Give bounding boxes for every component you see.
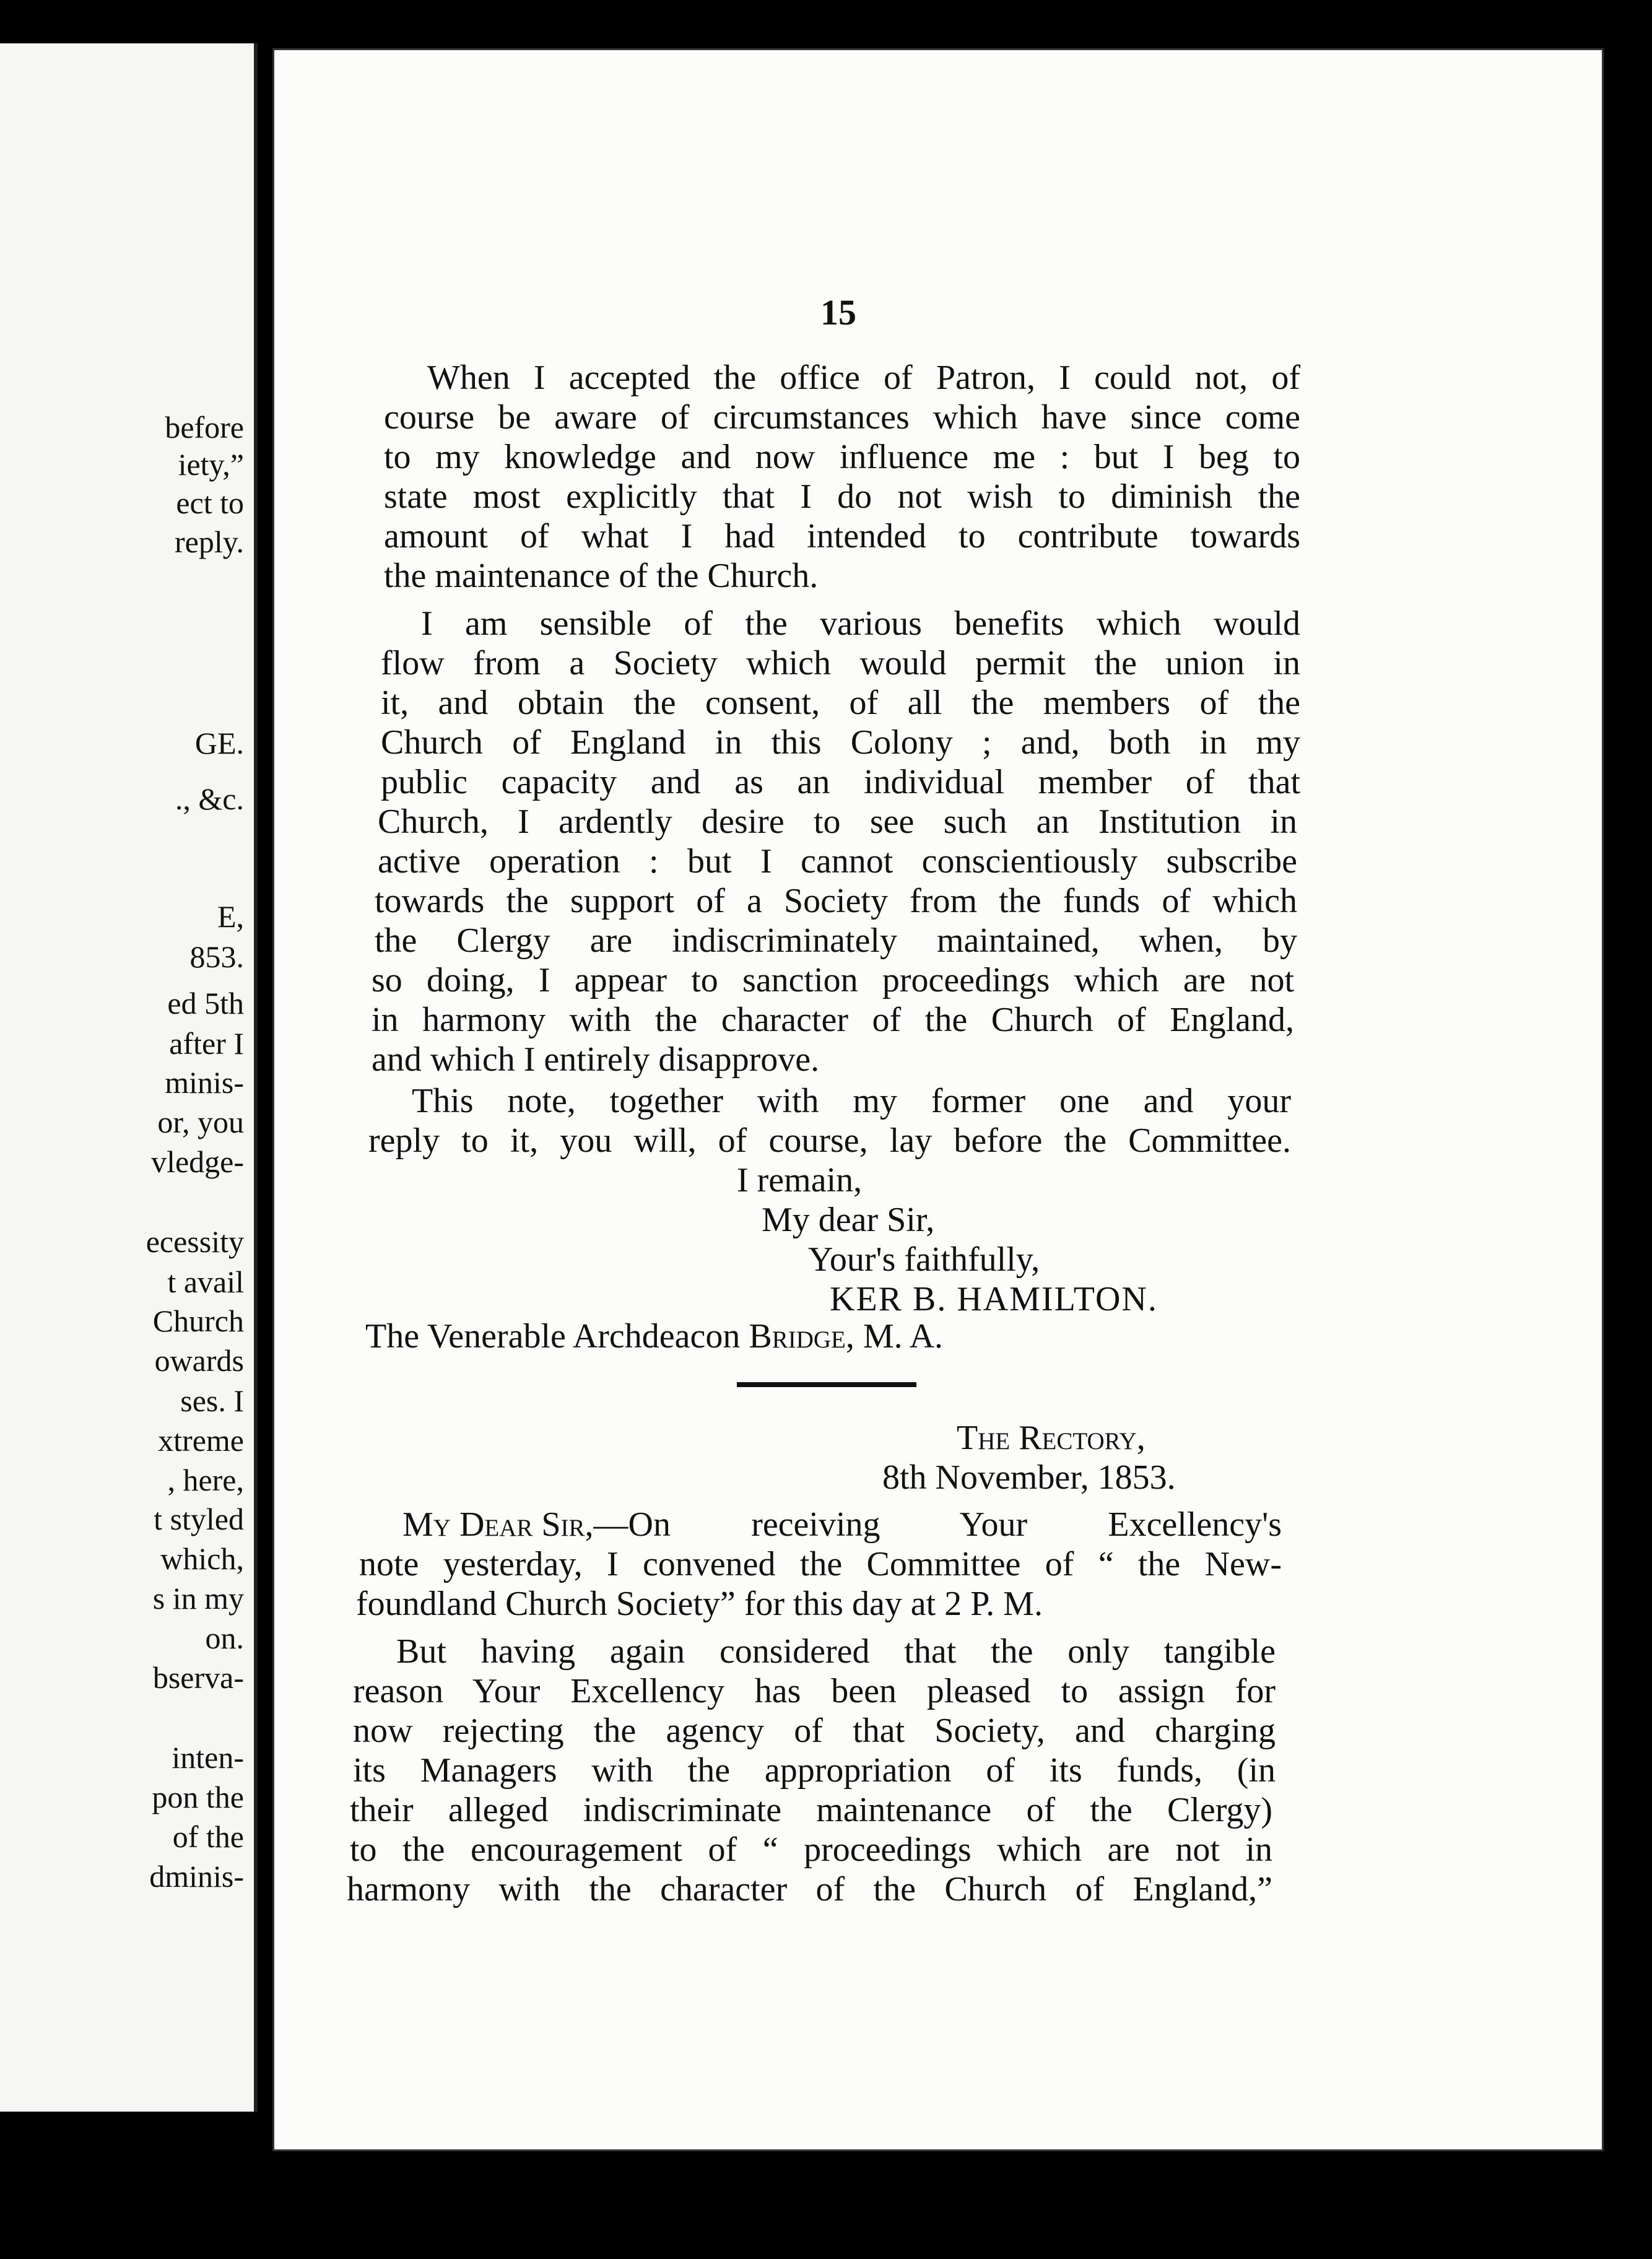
letter1-line: it, and obtain the consent, of all the members of the xyxy=(381,684,1300,722)
left-page-line: vledge- xyxy=(151,1144,244,1179)
letter2-line: its Managers with the appropriation of its funds, (in xyxy=(353,1751,1276,1790)
addressee-prefix: The Venerable Archdeacon xyxy=(365,1317,749,1356)
left-page-line: ses. I xyxy=(180,1383,244,1418)
letter1-line: public capacity and as an individual member of that xyxy=(381,763,1300,801)
letter2-line: —On receiving Your Excellency's xyxy=(593,1505,1282,1544)
left-page-line: , here, xyxy=(167,1463,244,1497)
left-page-line: which, xyxy=(160,1541,244,1576)
letter1-line: reply to it, you will, of course, lay before the Committee. xyxy=(368,1121,1291,1160)
left-page-line: before xyxy=(165,410,244,445)
letter1-line: to my knowledge and now influence me : but I beg to xyxy=(384,438,1300,476)
letter1-line: towards the support of a Society from the funds of which xyxy=(375,882,1297,920)
left-page-line: ect to xyxy=(176,485,244,520)
letter1-line: amount of what I had intended to contribute towards xyxy=(384,517,1300,555)
left-page-text xyxy=(0,43,248,2112)
left-page-line: ecessity xyxy=(146,1224,244,1259)
letter1-line: the maintenance of the Church. xyxy=(384,557,819,595)
addressee xyxy=(365,1317,943,1356)
letter2-line: foundland Church Society” for this day at 2 P. M. xyxy=(356,1585,1043,1623)
letter1-line: so doing, I appear to sanction proceedings which are not xyxy=(372,961,1294,999)
left-page-line: after I xyxy=(169,1026,244,1061)
left-page-line: GE. xyxy=(194,726,244,760)
letter1-line: the Clergy are indiscriminately maintained, when, by xyxy=(375,921,1297,960)
left-page-line: iety,” xyxy=(178,447,244,482)
letter1-line: course be aware of circumstances which have since come xyxy=(384,398,1300,437)
letter2-greeting: My Dear Sir, xyxy=(402,1505,594,1544)
left-page-line: xtreme xyxy=(158,1423,244,1458)
left-page-line: t avail xyxy=(167,1264,244,1299)
closing-remain: I remain, xyxy=(737,1161,863,1199)
left-page-line: on. xyxy=(205,1621,244,1655)
left-page-line: s in my xyxy=(152,1581,244,1616)
left-page-line: ., &c. xyxy=(175,781,244,816)
page-number: 15 xyxy=(820,292,856,333)
addressee-suffix: , M. A. xyxy=(845,1317,944,1356)
left-page-line: pon the xyxy=(152,1780,244,1814)
section-divider xyxy=(737,1382,916,1387)
letter2-line: their alleged indiscriminate maintenance of the Clergy) xyxy=(350,1791,1272,1829)
left-page-line: or, you xyxy=(157,1105,244,1139)
letter2-line: But having again considered that the only tangible xyxy=(396,1632,1276,1671)
letter1-line: This note, together with my former one and your xyxy=(412,1082,1291,1120)
closing-salutation: My dear Sir, xyxy=(762,1201,935,1239)
addressee-name: Bridge xyxy=(749,1317,846,1356)
left-page-line: inten- xyxy=(172,1740,244,1775)
letter1-line: I am sensible of the various benefits which would xyxy=(421,604,1300,643)
left-page-line: reply. xyxy=(175,524,244,559)
closing-valediction: Your's faithfully, xyxy=(808,1240,1040,1279)
left-page-line: of the xyxy=(172,1819,244,1854)
left-page-line: dminis- xyxy=(149,1859,244,1894)
letter1-line: in harmony with the character of the Church of England, xyxy=(372,1001,1294,1039)
letter1-line: Church of England in this Colony ; and, both in my xyxy=(381,723,1300,762)
letter2-line: harmony with the character of the Church of England,” xyxy=(347,1870,1272,1909)
left-page-line: owards xyxy=(154,1343,244,1378)
letter2-place: The Rectory, xyxy=(957,1419,1146,1457)
left-page-line: ed 5th xyxy=(167,986,244,1021)
letter1-line: When I accepted the office of Patron, I could not, of xyxy=(427,359,1300,397)
letter1-line: and which I entirely disapprove. xyxy=(372,1040,820,1079)
left-page-line: t styled xyxy=(154,1502,244,1536)
left-page-line: minis- xyxy=(165,1065,244,1100)
signature: KER B. HAMILTON. xyxy=(830,1280,1158,1318)
left-page-line: E, xyxy=(217,899,244,934)
letter2-line: now rejecting the agency of that Society, and charging xyxy=(353,1712,1276,1750)
left-facing-page xyxy=(0,43,258,2112)
letter2-line: to the encouragement of “ proceedings which are not in xyxy=(350,1830,1272,1869)
letter2-first-line xyxy=(402,1505,1282,1544)
left-page-line: bserva- xyxy=(152,1660,244,1695)
letter1-line: Church, I ardently desire to see such an Institution in xyxy=(378,803,1297,841)
left-page-line: 853. xyxy=(189,939,244,974)
letter1-line: flow from a Society which would permit the union in xyxy=(381,644,1300,682)
letter2-line: note yesterday, I convened the Committee of “ the New- xyxy=(359,1545,1282,1583)
letter2-date: 8th November, 1853. xyxy=(882,1458,1176,1497)
letter1-line: active operation : but I cannot conscientiously subscribe xyxy=(378,842,1297,881)
left-page-line: Church xyxy=(152,1304,244,1338)
letter1-line: state most explicitly that I do not wish to diminish the xyxy=(384,477,1300,516)
letter2-line: reason Your Excellency has been pleased to assign for xyxy=(353,1672,1276,1710)
